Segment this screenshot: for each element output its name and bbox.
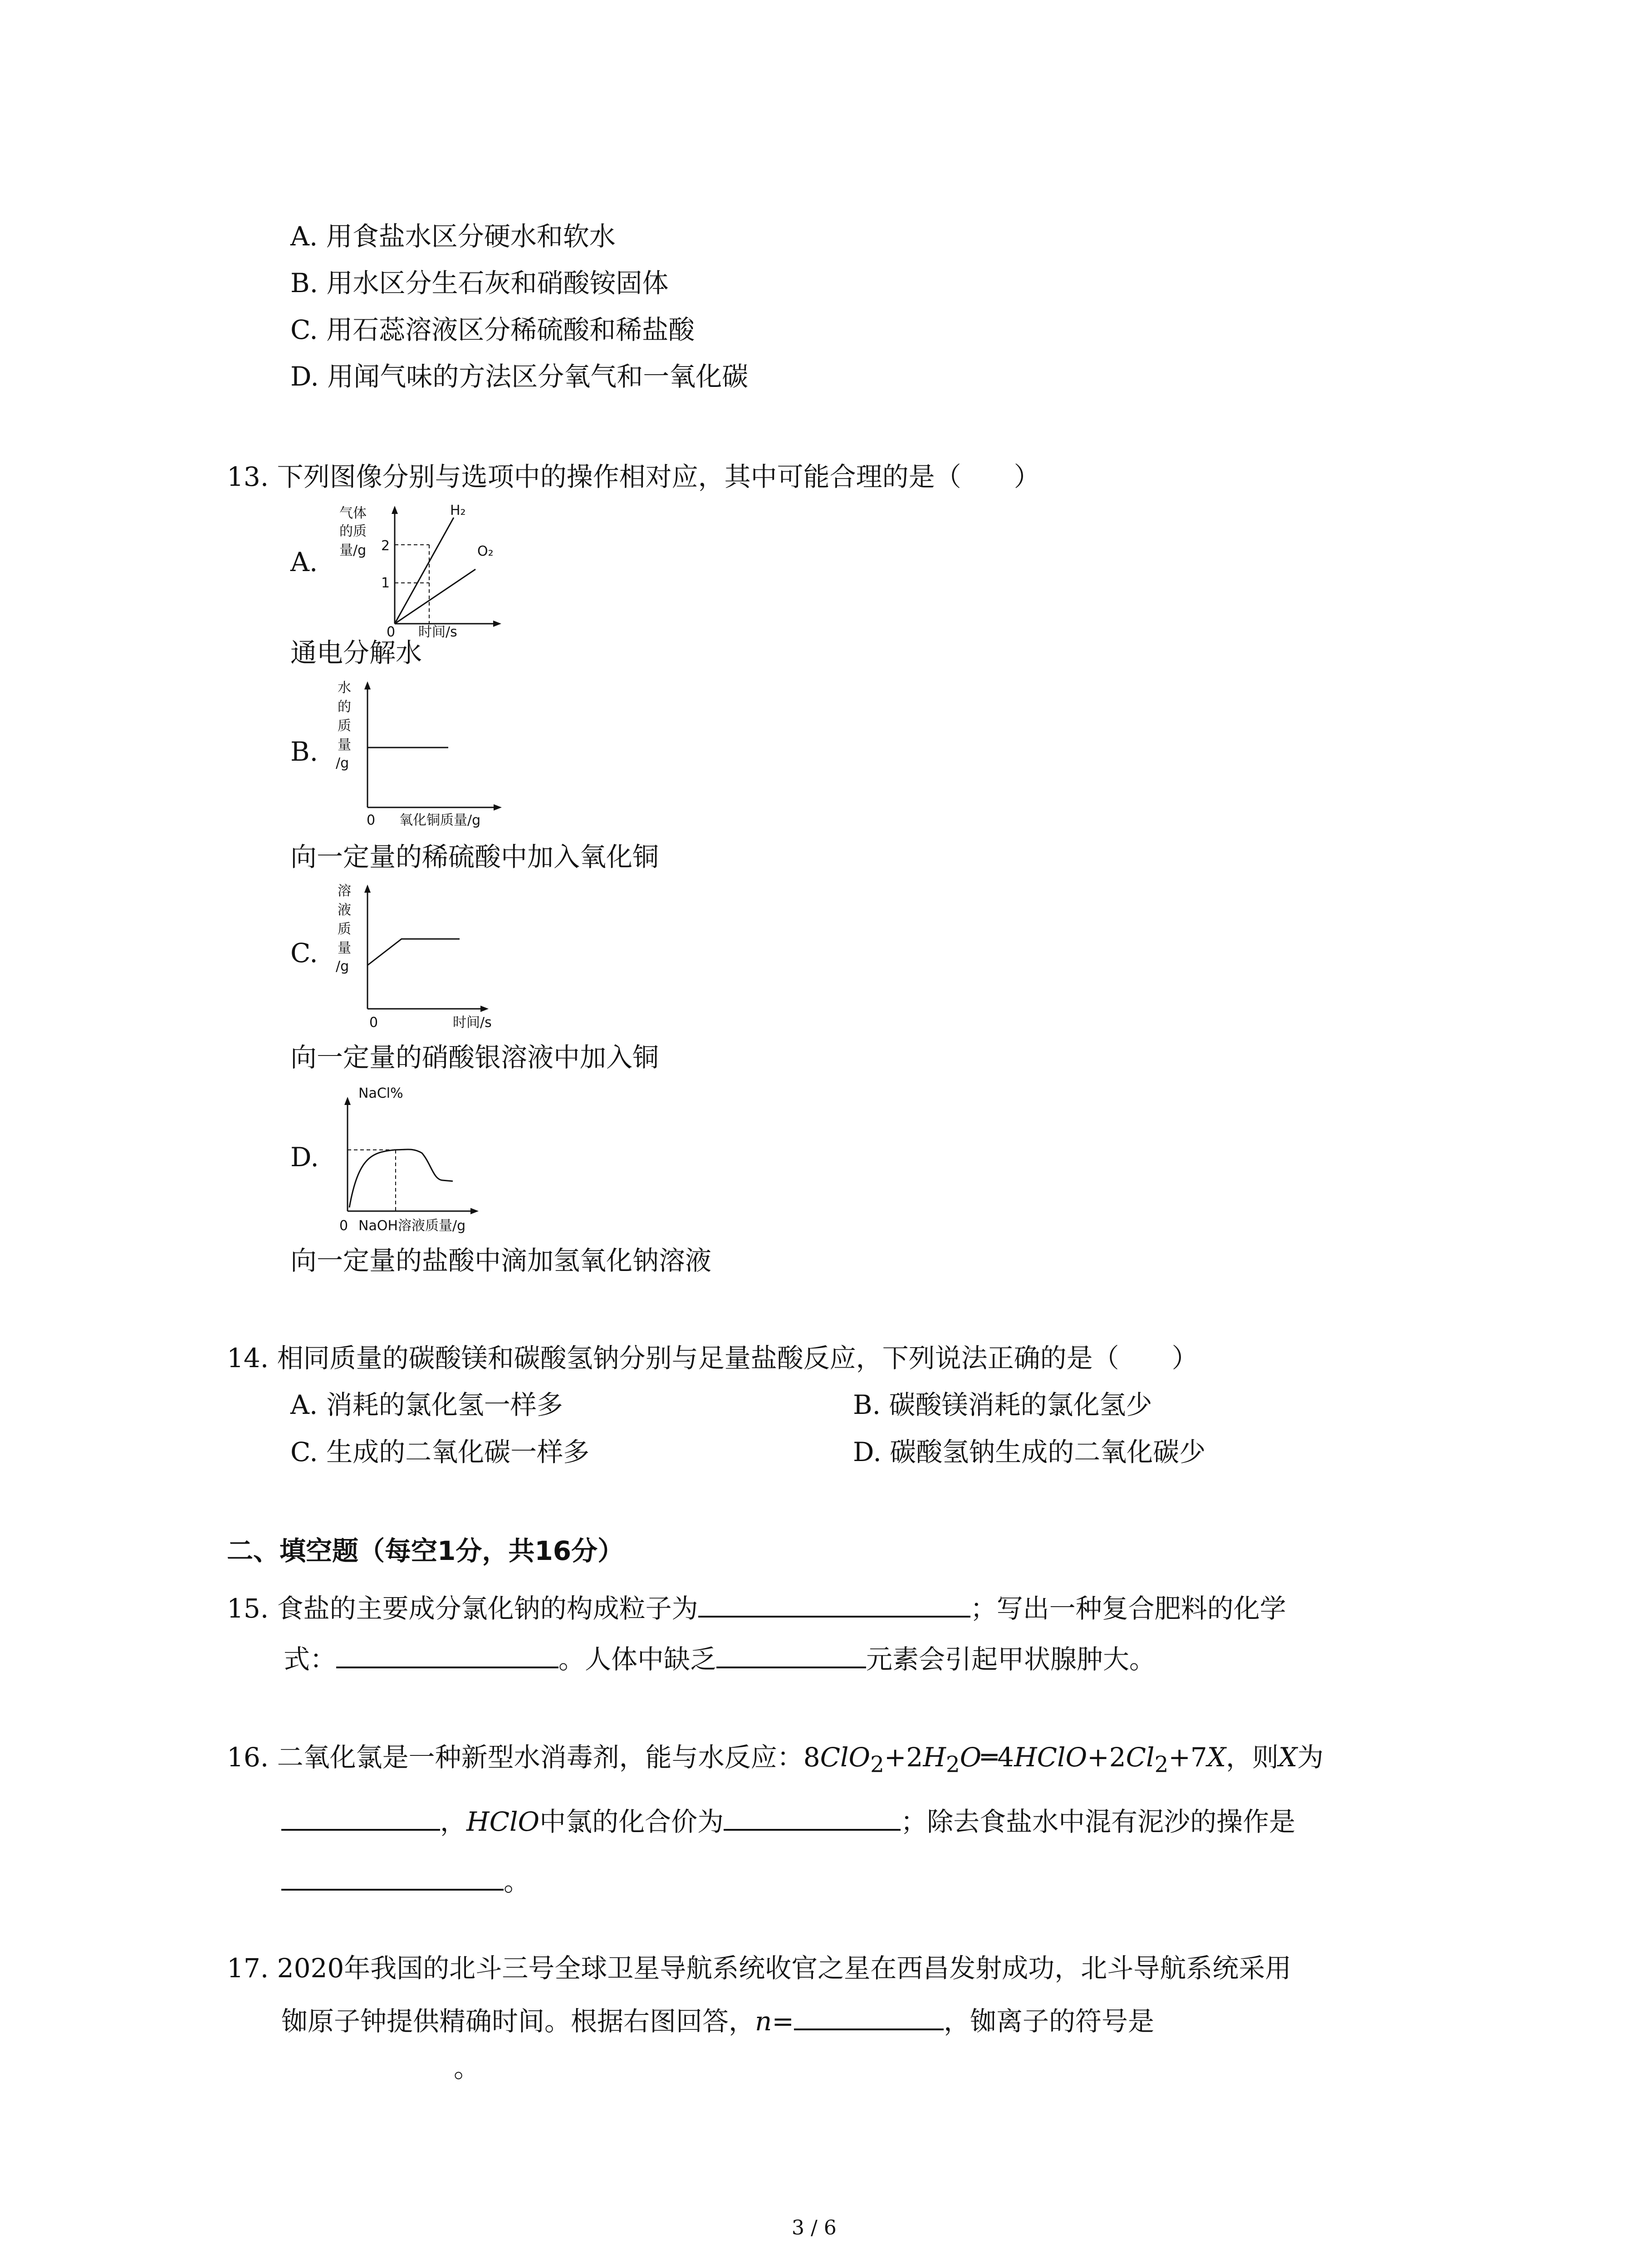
q17-line-2 bbox=[281, 2005, 1154, 2037]
chart-a-ylabel-3: 量/g bbox=[339, 543, 367, 558]
chart-b-xlabel: 氧化铜质量/g bbox=[399, 812, 481, 828]
q15-text-5: 元素会引起甲状腺肿大。 bbox=[866, 1644, 1156, 1675]
chart-c-x-arrow bbox=[480, 1006, 489, 1012]
q13-stem: 13. 下列图像分别与选项中的操作相对应，其中可能合理的是（ ） bbox=[227, 461, 1040, 492]
q15-text-2: ；写出一种复合肥料的化学 bbox=[970, 1593, 1286, 1624]
q13-option-b-caption: 向一定量的稀硫酸中加入氧化铜 bbox=[290, 841, 659, 872]
q15-line-1 bbox=[227, 1592, 1286, 1622]
chart-b bbox=[331, 676, 531, 830]
chart-c-xlabel: 时间/s bbox=[453, 1015, 492, 1031]
chart-a-label-o2: O₂ bbox=[477, 543, 494, 559]
chart-a-xlabel: 时间/s bbox=[418, 624, 457, 640]
chart-a bbox=[331, 501, 504, 640]
q13-option-a-letter: A. bbox=[290, 547, 318, 577]
q15-text-3: 式： bbox=[284, 1644, 337, 1675]
q14-option-b: B. 碳酸镁消耗的氯化氢少 bbox=[853, 1389, 1152, 1420]
q12-option-d: D. 用闻气味的方法区分氧气和一氧化碳 bbox=[290, 361, 749, 392]
chart-a-tick-2: 2 bbox=[381, 538, 390, 554]
page-number: 3 / 6 bbox=[792, 2216, 837, 2239]
q14-stem: 14. 相同质量的碳酸镁和碳酸氢钠分别与足量盐酸反应，下列说法正确的是（ ） bbox=[227, 1343, 1198, 1374]
q16-hclo: HClO bbox=[466, 1806, 540, 1837]
chart-a-series-h2 bbox=[395, 518, 454, 624]
chart-b-ylabel-3: 质 bbox=[338, 718, 351, 734]
q15-blank-3[interactable] bbox=[716, 1643, 866, 1668]
q13-option-b-letter: B. bbox=[290, 736, 318, 767]
chart-c-series bbox=[367, 939, 460, 965]
chart-d bbox=[331, 1084, 531, 1238]
q17-blank-1[interactable] bbox=[794, 2005, 944, 2030]
chart-b-y-arrow bbox=[364, 681, 371, 689]
q13-option-c-letter: C. bbox=[290, 938, 318, 968]
q16-text-6: ；除去食盐水中混有泥沙的操作是 bbox=[901, 1806, 1296, 1837]
q16-equation: $8ClO_2+2H_2O═4HClO+2Cl_2+7X$ bbox=[803, 1742, 1226, 1778]
q13-option-d-letter: D. bbox=[290, 1142, 319, 1173]
q16-blank-2[interactable] bbox=[724, 1805, 901, 1831]
q14-option-d: D. 碳酸氢钠生成的二氧化碳少 bbox=[853, 1437, 1206, 1467]
chart-b-ylabel-4: 量 bbox=[338, 737, 351, 753]
q15-text-1: 15. 食盐的主要成分氯化钠的构成粒子为 bbox=[227, 1593, 698, 1624]
q13-option-d-caption: 向一定量的盐酸中滴加氢氧化钠溶液 bbox=[290, 1245, 712, 1276]
chart-d-series bbox=[349, 1149, 453, 1207]
q15-text-4: 。人体中缺乏 bbox=[558, 1644, 717, 1675]
q16-text-1: 16. 二氧化氯是一种新型水消毒剂，能与水反应： bbox=[227, 1742, 803, 1773]
q16-blank-3[interactable] bbox=[281, 1865, 504, 1891]
q16-text-2: ，则 bbox=[1226, 1742, 1279, 1773]
q12-option-c: C. 用石蕊溶液区分稀硫酸和稀盐酸 bbox=[290, 314, 695, 345]
chart-b-ylabel-2: 的 bbox=[338, 699, 351, 715]
chart-d-y-arrow bbox=[344, 1097, 351, 1105]
chart-a-label-h2: H₂ bbox=[450, 503, 466, 518]
chart-b-ylabel-1: 水 bbox=[338, 680, 351, 696]
q16-blank-1[interactable] bbox=[281, 1805, 440, 1831]
q16-text-4: ， bbox=[440, 1806, 467, 1837]
q16-text-7: 。 bbox=[504, 1866, 530, 1897]
q17-line-1: 17. 2020年我国的北斗三号全球卫星导航系统收官之星在西昌发射成功，北斗导航系统采用 bbox=[227, 1953, 1292, 1984]
q13-option-c-caption: 向一定量的硝酸银溶液中加入铜 bbox=[290, 1042, 659, 1073]
q13-option-a-caption: 通电分解水 bbox=[290, 637, 422, 668]
chart-a-ylabel-1: 气体 bbox=[339, 505, 367, 521]
q16-line-2 bbox=[281, 1805, 1295, 1835]
q12-option-a: A. 用食盐水区分硬水和软水 bbox=[290, 221, 616, 252]
chart-c-ylabel-3: 质 bbox=[338, 921, 351, 937]
q14-option-c: C. 生成的二氧化碳一样多 bbox=[290, 1437, 590, 1467]
chart-a-ylabel-2: 的质 bbox=[339, 523, 367, 539]
q17-text-3: = bbox=[772, 2006, 794, 2037]
chart-d-origin: 0 bbox=[339, 1218, 348, 1234]
q17-n: n bbox=[755, 2006, 772, 2037]
q17-text-2: 铷原子钟提供精确时间。根据右图回答， bbox=[281, 2006, 755, 2037]
chart-a-origin: 0 bbox=[387, 624, 396, 640]
chart-c-ylabel-2: 液 bbox=[338, 902, 351, 918]
q12-option-b: B. 用水区分生石灰和硝酸铵固体 bbox=[290, 268, 669, 298]
chart-d-x-arrow bbox=[470, 1208, 479, 1214]
q17-text-4: ，铷离子的符号是 bbox=[943, 2006, 1154, 2037]
chart-c-ylabel-4: 量 bbox=[338, 940, 351, 956]
q15-blank-1[interactable] bbox=[698, 1592, 970, 1618]
chart-c-y-arrow bbox=[364, 885, 371, 893]
q17-line-3: 。 bbox=[454, 2053, 480, 2083]
chart-a-x-arrow bbox=[493, 621, 501, 627]
chart-c-ylabel-5: /g bbox=[336, 958, 349, 974]
q16-text-3: 为 bbox=[1297, 1742, 1324, 1773]
chart-a-y-arrow bbox=[392, 506, 398, 514]
chart-d-xlabel: NaOH溶液质量/g bbox=[358, 1218, 466, 1234]
q16-text-5: 中氯的化合价为 bbox=[539, 1806, 724, 1837]
chart-b-origin: 0 bbox=[367, 812, 376, 828]
q14-option-a: A. 消耗的氯化氢一样多 bbox=[290, 1389, 563, 1420]
chart-a-tick-1: 1 bbox=[381, 575, 390, 591]
section-2-title: 二、填空题（每空1分，共16分） bbox=[227, 1535, 624, 1566]
chart-c-ylabel-1: 溶 bbox=[338, 883, 351, 899]
q15-line-2 bbox=[284, 1643, 1156, 1675]
q16-line-3 bbox=[281, 1865, 530, 1895]
chart-b-ylabel-5: /g bbox=[336, 755, 349, 771]
chart-b-x-arrow bbox=[494, 804, 502, 811]
q16-line-1 bbox=[227, 1744, 1323, 1776]
q16-x: X bbox=[1279, 1742, 1298, 1773]
q15-blank-2[interactable] bbox=[336, 1643, 558, 1668]
chart-d-ylabel: NaCl% bbox=[358, 1085, 403, 1101]
chart-a-series-o2 bbox=[395, 569, 475, 624]
chart-c bbox=[331, 879, 513, 1033]
chart-c-origin: 0 bbox=[369, 1015, 378, 1031]
